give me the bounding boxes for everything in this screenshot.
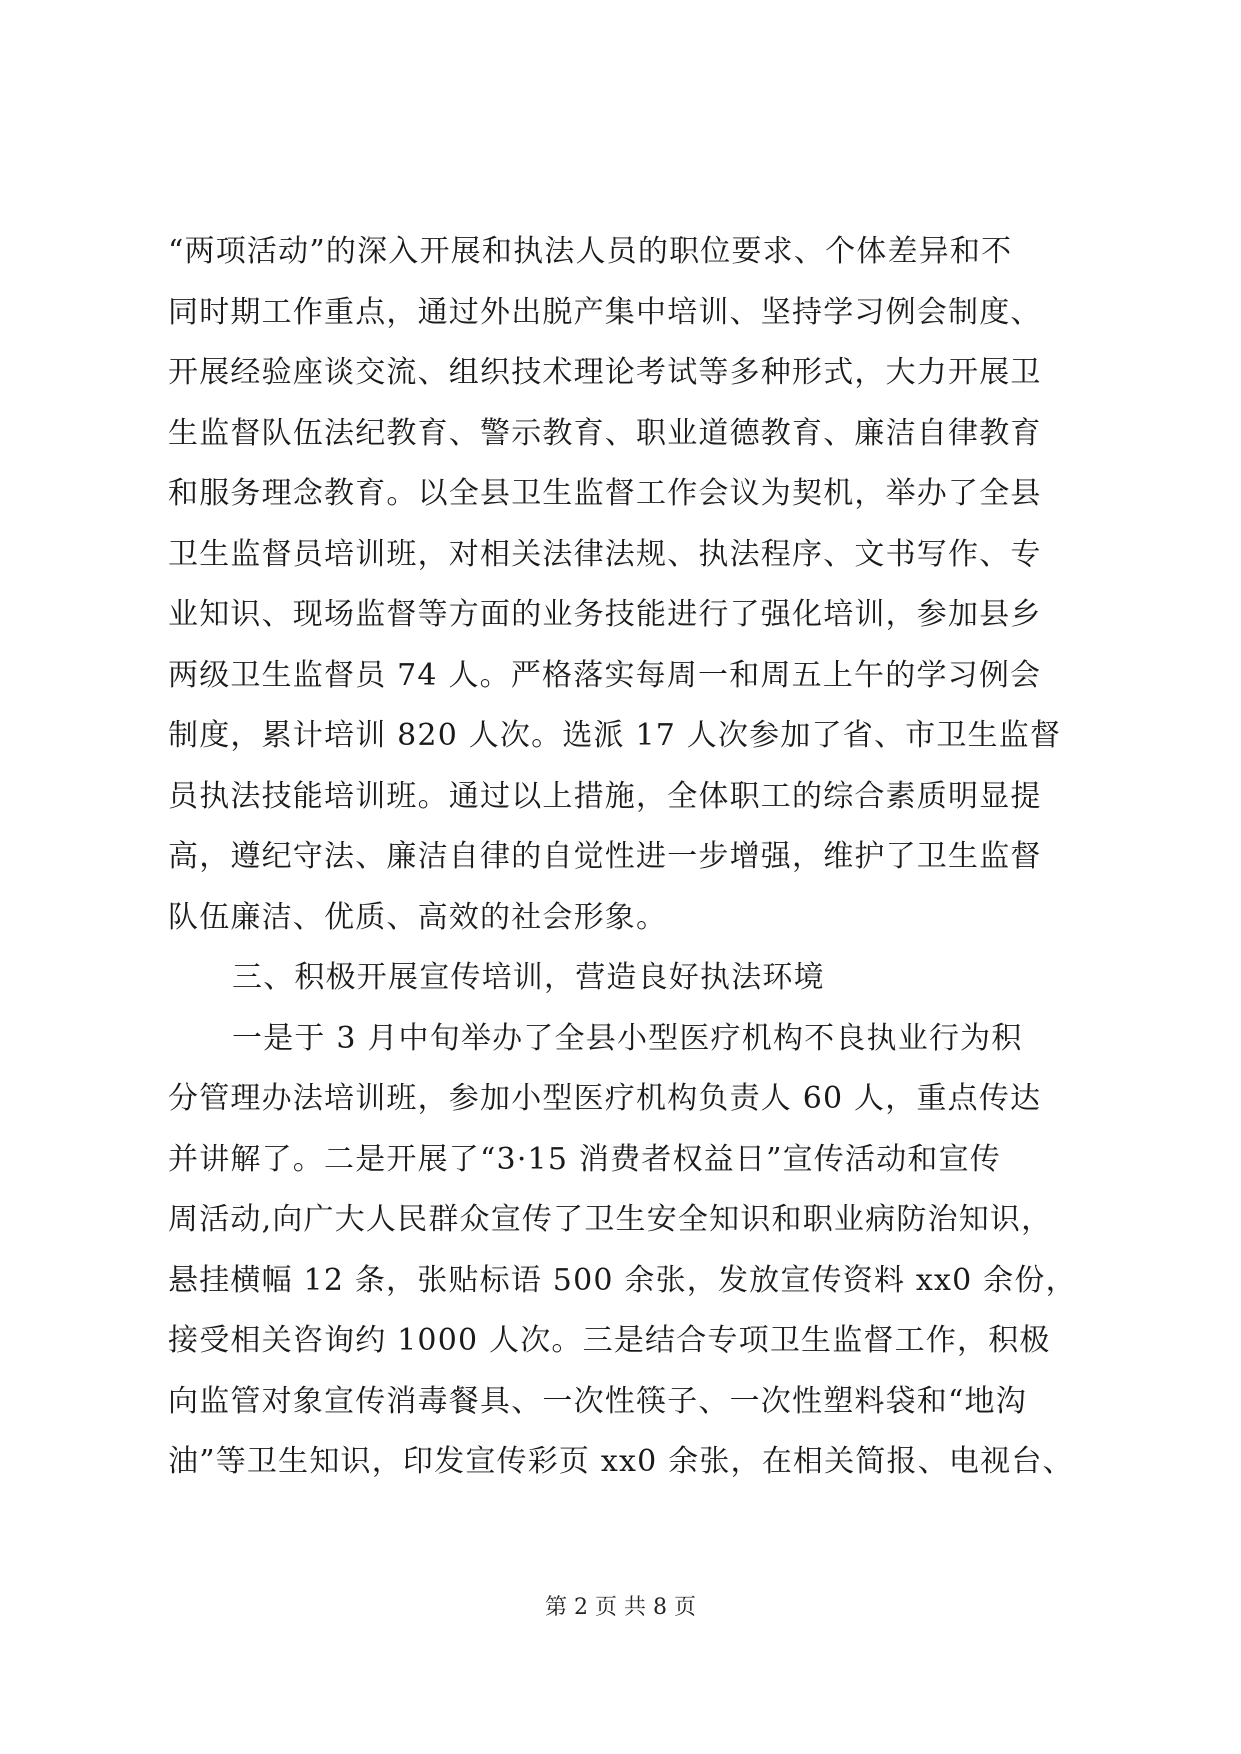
body-text — [168, 222, 1088, 1493]
text-line: 和服务理念教育。以全县卫生监督工作会议为契机，举办了全县 — [168, 476, 1042, 511]
text-line: 油”等卫生知识，印发宣传彩页 xx0 余张，在相关简报、电视台、 — [168, 1444, 1074, 1479]
section-heading: 三、积极开展宣传培训，营造良好执法环境 — [232, 960, 825, 995]
text-line: 同时期工作重点，通过外出脱产集中培训、坚持学习例会制度、 — [168, 294, 1042, 330]
text-line: 并讲解了。二是开展了“3·15 消费者权益日”宣传活动和宣传 — [168, 1141, 1002, 1177]
text-line: 高，遵纪守法、廉洁自律的自觉性进一步增强，维护了卫生监督 — [168, 839, 1042, 874]
text-line: 两级卫生监督员 74 人。严格落实每周一和周五上午的学习例会 — [168, 657, 1042, 693]
text-line: 分管理办法培训班，参加小型医疗机构负责人 60 人，重点传达 — [168, 1081, 1042, 1116]
text-line: 一是于 3 月中旬举办了全县小型医疗机构不良执业行为积 — [232, 1020, 1023, 1056]
page-footer: 第 2 页 共 8 页 — [545, 1595, 696, 1620]
text-line: 向监管对象宣传消毒餐具、一次性筷子、一次性塑料袋和“地沟 — [168, 1383, 1027, 1419]
text-line: 员执法技能培训班。通过以上措施，全体职工的综合素质明显提 — [168, 778, 1042, 814]
text-line: 悬挂横幅 12 条，张贴标语 500 余张，发放宣传资料 xx0 余份， — [168, 1262, 1077, 1298]
text-line: 队伍廉洁、优质、高效的社会形象。 — [168, 899, 668, 935]
text-line: 制度，累计培训 820 人次。选派 17 人次参加了省、市卫生监督 — [168, 718, 1062, 753]
text-line: 生监督队伍法纪教育、警示教育、职业道德教育、廉洁自律教育 — [168, 415, 1042, 451]
text-line: 周活动,向广大人民群众宣传了卫生安全知识和职业病防治知识， — [168, 1202, 1053, 1237]
text-line: 卫生监督员培训班，对相关法律法规、执法程序、文书写作、专 — [168, 536, 1042, 572]
text-line: 接受相关咨询约 1000 人次。三是结合专项卫生监督工作，积极 — [168, 1323, 1051, 1358]
text-line: 业知识、现场监督等方面的业务技能进行了强化培训，参加县乡 — [168, 597, 1042, 632]
text-line: “两项活动”的深入开展和执法人员的职位要求、个体差异和不 — [168, 234, 1013, 269]
text-line: 开展经验座谈交流、组织技术理论考试等多种形式，大力开展卫 — [168, 355, 1042, 390]
